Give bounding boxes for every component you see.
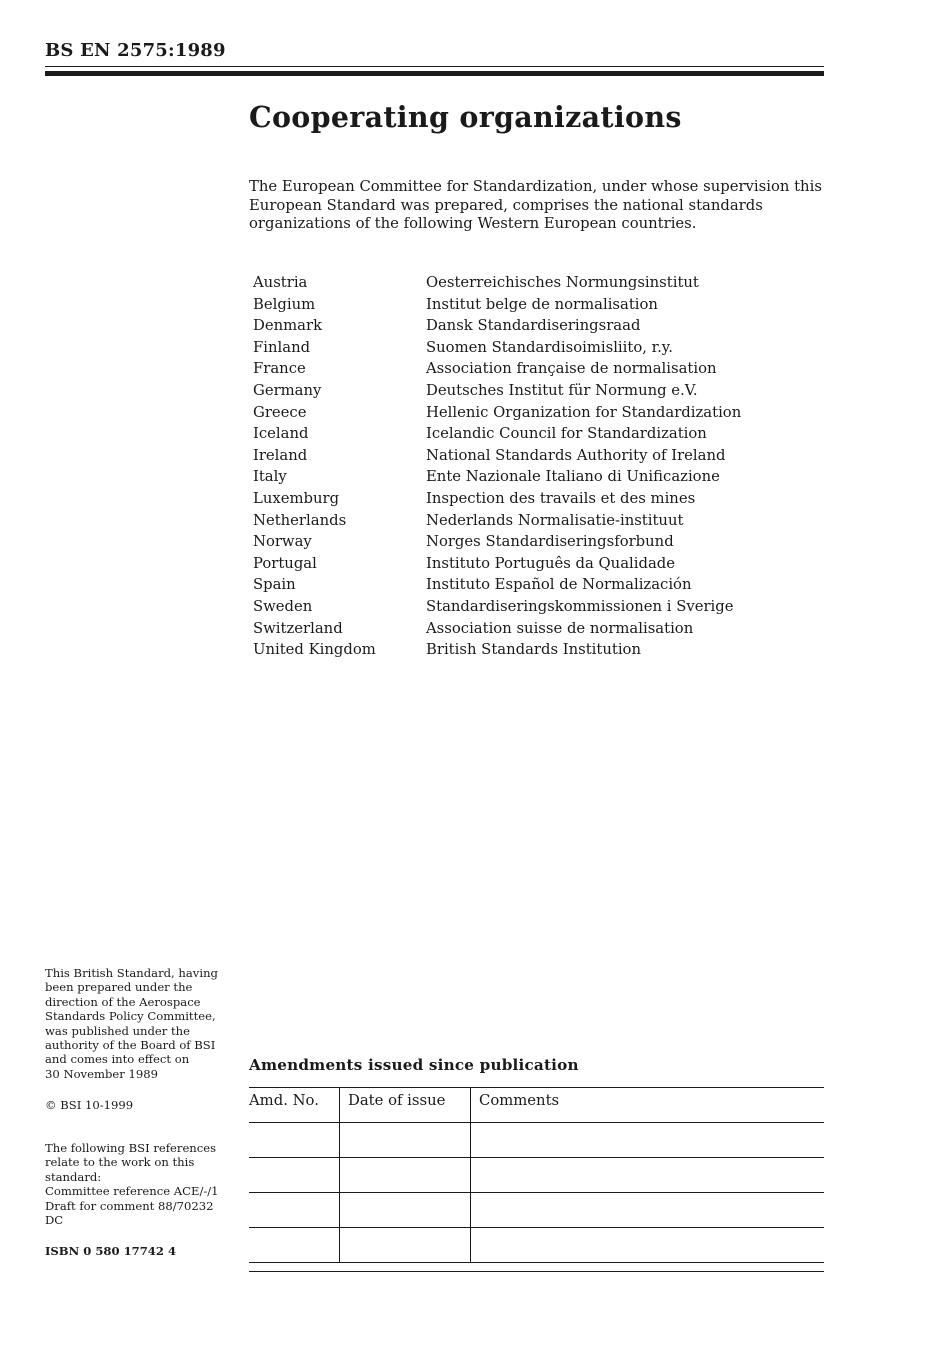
note-line: Standards Policy Committee, [45,1009,216,1024]
amendment-cell [471,1123,825,1158]
organization-name: Association française de normalisation [426,360,717,378]
country-row [253,553,813,575]
page-title: Cooperating organizations [249,100,682,134]
organization-name: Institut belge de normalisation [426,295,658,313]
country-name: Austria [253,274,308,291]
organization-name: Norges Standardiseringsforbund [426,533,674,551]
amendment-cell [471,1193,825,1228]
amendment-cell [340,1228,471,1263]
header-amd-no: Amd. No. [249,1088,340,1123]
organization-name: Hellenic Organization for Standardization [426,403,742,421]
note-line: was published under the [45,1023,191,1038]
note-line: authority of the Board of BSI [45,1038,216,1053]
country-row [253,423,813,445]
amendment-cell [340,1123,471,1158]
amendment-row [249,1158,824,1193]
organization-name: National Standards Authority of Ireland [426,446,726,464]
document-code: BS EN 2575:1989 [45,40,226,61]
organization-name: Inspection des travails et des mines [426,489,696,507]
note-line: relate to the work on this [45,1155,195,1170]
amendment-row [249,1228,824,1263]
country-name: Portugal [253,554,317,572]
organization-name: British Standards Institution [426,641,641,659]
country-row [253,315,813,337]
note-line: been prepared under the [45,980,193,995]
country-name: Germany [253,381,322,399]
country-row [253,402,813,424]
amendment-cell [249,1228,340,1263]
country-row [253,596,813,618]
country-name: Denmark [253,317,323,335]
organization-name: Association suisse de normalisation [426,619,694,637]
organization-name: Suomen Standardisoimisliito, r.y. [426,338,673,356]
country-name: Norway [253,533,312,551]
country-row [253,510,813,532]
country-name: United Kingdom [253,641,376,659]
amendments-title: Amendments issued since publication [249,1056,579,1074]
countries-list [253,272,813,661]
country-name: Sweden [253,597,313,615]
note-line: and comes into effect on [45,1052,190,1067]
organization-name: Nederlands Normalisatie-instituut [426,511,684,529]
amendment-cell [340,1158,471,1193]
country-row [253,358,813,380]
intro-paragraph: The European Committee for Standardization, under whose supervision this European Standard was prepared, comprises the national standards organizations of the following Western European countries. [249,178,822,232]
country-row [253,272,813,294]
country-row [253,294,813,316]
note-line: The following BSI references [45,1141,217,1155]
country-name: Greece [253,403,307,421]
organization-name: Instituto Español de Normalización [426,576,692,594]
header-rule-thin [45,66,824,67]
country-row [253,380,813,402]
amendments-header-row [249,1088,824,1123]
country-name: Finland [253,338,311,356]
organization-name: Instituto Português da Qualidade [426,554,676,572]
bottom-rule [249,1271,824,1272]
country-name: Iceland [253,425,309,443]
amendment-cell [471,1228,825,1263]
country-name: Luxemburg [253,489,340,507]
amendment-cell [340,1193,471,1228]
organization-name: Deutsches Institut für Normung e.V. [426,381,698,399]
amendment-row [249,1123,824,1158]
country-name: Netherlands [253,511,347,529]
country-row [253,531,813,553]
country-row [253,488,813,510]
header-date-of-issue: Date of issue [340,1088,471,1123]
country-name: France [253,360,306,378]
organization-name: Icelandic Council for Standardization [426,425,707,443]
publication-note [45,966,235,1081]
note-line: Draft for comment 88/70232 DC [45,1198,214,1228]
amendment-cell [249,1158,340,1193]
note-line: Committee reference ACE/-/1 [45,1184,219,1199]
note-line: standard: [45,1169,102,1184]
amendment-cell [471,1158,825,1193]
country-row [253,618,813,640]
country-name: Spain [253,576,296,594]
country-row [253,574,813,596]
country-name: Ireland [253,446,308,464]
amendment-cell [249,1123,340,1158]
country-row [253,337,813,359]
amendments-table [249,1087,824,1263]
amendment-cell [249,1193,340,1228]
organization-name: Ente Nazionale Italiano di Unificazione [426,468,720,486]
header-comments: Comments [471,1088,825,1123]
bsi-references [45,1141,235,1227]
organization-name: Oesterreichisches Normungsinstitut [426,274,699,291]
header-rule-thick [45,71,824,76]
country-row [253,639,813,661]
note-line: 30 November 1989 [45,1066,158,1081]
organization-name: Standardiseringskommissionen i Sverige [426,597,734,615]
country-name: Belgium [253,295,316,313]
country-row [253,466,813,488]
country-name: Switzerland [253,619,343,637]
note-line: direction of the Aerospace [45,994,201,1009]
organization-name: Dansk Standardiseringsraad [426,317,641,335]
copyright-note: © BSI 10-1999 [45,1098,134,1112]
country-name: Italy [253,468,287,486]
amendment-row [249,1193,824,1228]
note-line: This British Standard, having [45,966,218,980]
isbn: ISBN 0 580 17742 4 [45,1244,177,1258]
country-row [253,445,813,467]
